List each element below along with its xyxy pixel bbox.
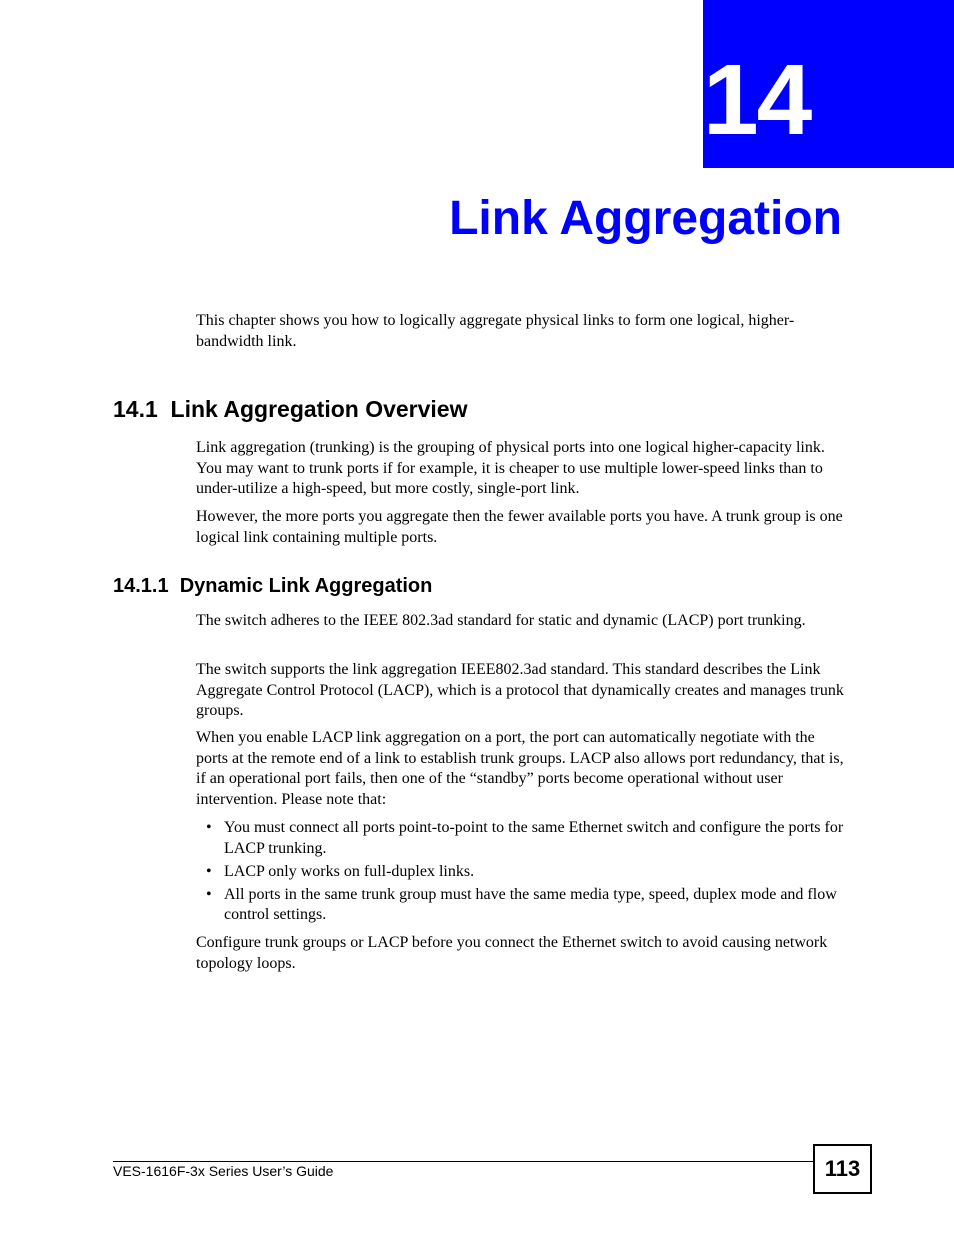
list-item-text: All ports in the same trunk group must have the same media type, speed, duplex mode and flow control settings.: [224, 885, 837, 923]
bullet-mark: •: [206, 862, 212, 880]
bullet-mark: •: [206, 885, 212, 903]
list-item-text: You must connect all ports point-to-point to the same Ethernet switch and configure the ports for LACP trunking.: [224, 819, 844, 857]
dynamic-paragraph-2: The switch supports the link aggregation IEEE802.3ad standard. This standard describes the Link Aggregate Control Protocol (LACP), which is a protocol that dynamically creates and manages trunk groups.: [196, 661, 844, 719]
page-number-box: [813, 1144, 872, 1194]
bullet-mark: •: [206, 819, 212, 836]
intro-paragraph: This chapter shows you how to logically aggregate physical links to form one logical, higher-bandwidth link.: [196, 312, 795, 350]
section-heading-overview: 14.1 Link Aggregation Overview: [113, 396, 468, 422]
lacp-notes-list: [196, 818, 844, 928]
closing-paragraph: Configure trunk groups or LACP before you connect the Ethernet switch to avoid causing network topology loops.: [196, 934, 828, 972]
page-number: 113: [824, 1156, 861, 1181]
chapter-title: Link Aggregation: [449, 192, 842, 245]
list-item-text: LACP only works on full-duplex links.: [224, 862, 475, 880]
chapter-number: 14: [703, 44, 811, 156]
list-item: [196, 818, 844, 859]
list-item: [196, 885, 844, 926]
footer-guide-title: VES-1616F-3x Series User’s Guide: [113, 1163, 334, 1179]
list-item: [196, 862, 844, 883]
dynamic-paragraph-1: The switch adheres to the IEEE 802.3ad standard for static and dynamic (LACP) port trunking.: [196, 612, 806, 629]
overview-paragraph-2: However, the more ports you aggregate then the fewer available ports you have. A trunk group is one logical link containing multiple ports.: [196, 508, 843, 546]
dynamic-paragraph-3: When you enable LACP link aggregation on a port, the port can automatically negotiate with the ports at the remote end of a link to establish trunk groups. LACP also allows port redundancy, that is, if an operational port fails, then one of the “standby” ports become operational without user intervention. Please note that:: [196, 729, 844, 808]
overview-paragraph-1: Link aggregation (trunking) is the grouping of physical ports into one logical higher-capacity link. You may want to trunk ports if for example, it is cheaper to use multiple lower-speed links than to under-utilize a high-speed, but more costly, single-port link.: [196, 439, 825, 497]
subsection-heading-dynamic: 14.1.1 Dynamic Link Aggregation: [113, 575, 433, 597]
